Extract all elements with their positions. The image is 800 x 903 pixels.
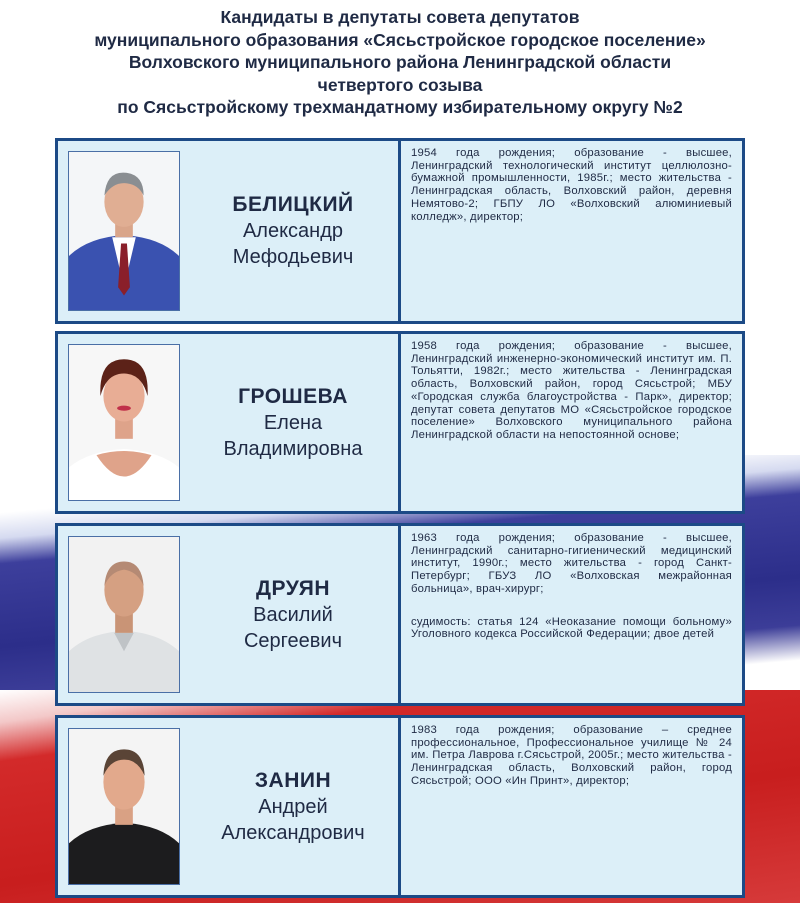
candidate-card: [55, 331, 745, 514]
candidate-photo: [68, 151, 180, 311]
title-line: Кандидаты в депутаты совета депутатов: [220, 7, 580, 27]
candidate-name: [188, 384, 398, 462]
title-line: Волховского муниципального района Ленинградской области: [128, 52, 672, 72]
bio-text: 1983 года рождения; образование – среднее профессиональное, Профессиональное училище № 24 им. Петра Лаврова г.Сясьстрой, 2005г.; место жительства - Ленинградская область, Волховский район, город Сясьстрой; ООО «Ин Принт», директор;: [411, 724, 732, 787]
candidate-photo: [68, 728, 180, 885]
candidate-card: [55, 523, 745, 706]
candidate-identity: [58, 141, 398, 321]
candidate-identity: [58, 334, 398, 511]
candidate-identity: [58, 526, 398, 703]
candidate-surname: ДРУЯН: [256, 576, 330, 600]
bio-text: 1958 года рождения; образование - высшее, Ленинградский инженерно-экономический институт им. П. Тольятти, 1982г.; место жительства - Ленинградская область, Волховский район, город Сясьстрой; МБУ «Городская служба благоустройства - Парк», директор; депутат совета депутатов МО «Сясьстройское городское поселение» Волховского муниципального района Ленинградской области на непостоянной основе;: [411, 340, 732, 441]
candidate-bio: [401, 526, 742, 703]
candidate-given-name: Александр: [242, 220, 344, 242]
title-line: четвертого созыва: [317, 74, 483, 95]
candidate-bio: [401, 141, 742, 321]
bio-text: судимость: статья 124 «Неоказание помощи больному» Уголовного кодекса Российской Федерации; двое детей: [411, 615, 732, 641]
candidate-bio: [401, 718, 742, 895]
candidate-photo: [68, 536, 180, 693]
candidate-patronymic: Мефодьевич: [232, 246, 354, 268]
bio-text: 1954 года рождения; образование - высшее, Ленинградский технологический институт целлюлозно-бумажной промышленности, 1985г.; место жительства - Ленинградская область, Волховский район, деревня Немятово-2; ГБПУ ЛО «Волховский алюминиевый колледж», директор;: [411, 147, 732, 223]
candidate-patronymic: Александрович: [221, 821, 365, 844]
candidate-patronymic: Владимировна: [223, 437, 363, 460]
page-title: [0, 6, 800, 119]
candidate-name: [188, 576, 398, 654]
candidate-name: [188, 768, 398, 846]
candidate-given-name: Елена: [263, 411, 323, 434]
title-line: по Сясьстройскому трехмандатному избирательному округу №2: [117, 97, 683, 117]
candidate-card: [55, 715, 745, 898]
candidate-given-name: Андрей: [258, 795, 328, 818]
candidate-surname: ЗАНИН: [254, 768, 332, 792]
candidate-card: [55, 138, 745, 324]
candidate-name: [188, 192, 398, 270]
candidate-surname: БЕЛИЦКИЙ: [232, 193, 354, 216]
candidate-given-name: Василий: [253, 603, 333, 626]
title-line: муниципального образования «Сясьстройское городское поселение»: [94, 29, 706, 50]
bio-text: 1963 года рождения; образование - высшее, Ленинградский санитарно-гигиенический медицинский институт, 1990г.; место жительства - город Санкт-Петербург; ГБУЗ ЛО «Волховская межрайонная больница», врач-хирург;: [411, 532, 732, 595]
candidate-bio: [401, 334, 742, 511]
candidate-patronymic: Сергеевич: [243, 629, 342, 652]
candidate-surname: ГРОШЕВА: [238, 384, 348, 408]
candidate-photo: [68, 344, 180, 501]
candidate-identity: [58, 718, 398, 895]
